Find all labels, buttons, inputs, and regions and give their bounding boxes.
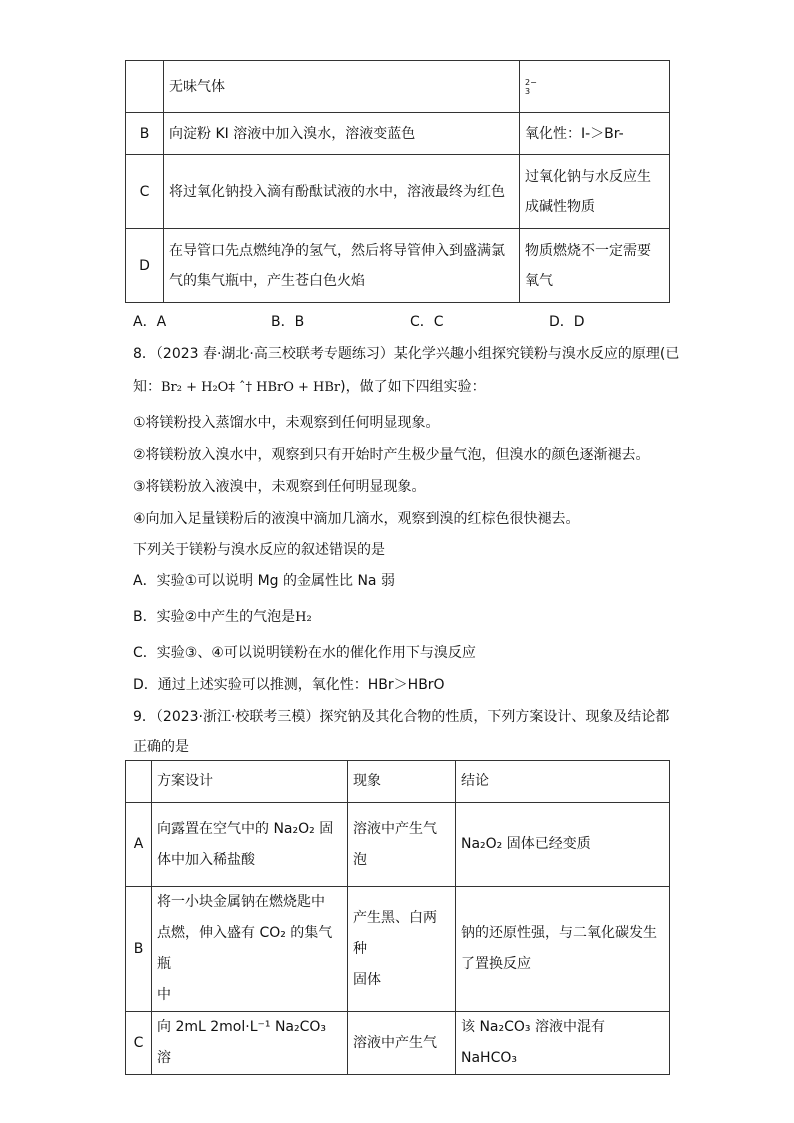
row-label: C xyxy=(126,155,164,229)
conclusion-line: 物质燃烧不一定需要 xyxy=(525,242,651,259)
table-row xyxy=(126,229,670,303)
row-design: 向 2mL 2mol·L⁻¹ Na₂CO₃ 溶 xyxy=(152,1012,348,1075)
design-line: 向露置在空气中的 Na₂O₂ 固 xyxy=(157,820,334,837)
row-label: D xyxy=(126,229,164,303)
row-text: 将过氧化钠投入滴有酚酞试液的水中，溶液最终为红色 xyxy=(164,155,520,229)
table-row xyxy=(126,61,670,113)
row-conclusion: Na₂O₂ 固体已经变质 xyxy=(456,803,670,887)
table-row xyxy=(126,803,670,887)
row-phenomenon xyxy=(348,803,456,887)
row-conclusion xyxy=(520,229,670,303)
ion-charge-fragment: 2− 3 xyxy=(525,77,537,96)
text-line: 气的集气瓶中，产生苍白色火焰 xyxy=(169,272,365,289)
row-design xyxy=(152,887,348,1012)
row-label: B xyxy=(126,113,164,155)
option-d: D．D xyxy=(549,314,585,330)
stem-prefix: 知： xyxy=(133,379,161,395)
table-row xyxy=(126,155,670,229)
phenomenon-line: 泡 xyxy=(353,851,367,868)
row-label: C xyxy=(126,1012,152,1075)
question-8-stem: 8．（2023 春·湖北·高三校联考专题练习）某化学兴趣小组探究镁粉与溴水反应的原理(已 xyxy=(133,346,680,362)
row-conclusion xyxy=(456,887,670,1012)
row-label: A xyxy=(126,803,152,887)
header-blank xyxy=(126,761,152,803)
text-line: 在导管口先点燃纯净的氢气，然后将导管伸入到盛满氯 xyxy=(169,242,505,259)
phenomenon-line: 产生黑、白两种 xyxy=(353,909,437,957)
question-9-table xyxy=(125,760,670,1075)
design-line: 中 xyxy=(157,987,171,1003)
table-row xyxy=(126,887,670,1012)
row-text xyxy=(164,229,520,303)
equilibrium-equation: Br₂ + H₂O‡ ˆ† HBrO + HBr xyxy=(161,380,341,395)
row-label xyxy=(126,61,164,113)
table-row xyxy=(126,1012,670,1075)
stem-suffix: )，做了如下四组实验： xyxy=(340,379,486,395)
row-label: B xyxy=(126,887,152,1012)
experiment-2: ②将镁粉放入溴水中，观察到只有开始时产生极少量气泡，但溴水的颜色逐渐褪去。 xyxy=(133,447,650,463)
question-8-stem-cont xyxy=(133,376,486,396)
option-b: B．B xyxy=(271,314,305,330)
header-conclusion: 结论 xyxy=(456,761,670,803)
question-9-stem: 9．（2023·浙江·校联考三模）探究钠及其化合物的性质，下列方案设计、现象及结论都 xyxy=(133,709,670,725)
question-9-stem-cont: 正确的是 xyxy=(133,739,189,755)
row-design xyxy=(152,803,348,887)
conclusion-line: 氧气 xyxy=(525,272,553,289)
q8-option-a: A．实验①可以说明 Mg 的金属性比 Na 弱 xyxy=(133,573,395,589)
experiment-1: ①将镁粉投入蒸馏水中，未观察到任何明显现象。 xyxy=(133,415,440,431)
option-a: A．A xyxy=(133,314,167,330)
row-conclusion: 该 Na₂CO₃ 溶液中混有 NaHCO₃ xyxy=(456,1012,670,1075)
option-text: B．实验②中产生的气泡是 xyxy=(133,609,296,625)
q8-option-b xyxy=(133,606,312,626)
design-line: 将一小块金属钠在燃烧匙中 xyxy=(157,894,325,910)
design-line: 体中加入稀盐酸 xyxy=(157,851,255,868)
conclusion-line: 成碱性物质 xyxy=(525,198,595,215)
conclusion-line: 钠的还原性强，与二氧化碳发生 xyxy=(461,925,657,941)
experiment-3: ③将镁粉放入液溴中，未观察到任何明显现象。 xyxy=(133,479,426,495)
design-line: 点燃，伸入盛有 CO₂ 的集气瓶 xyxy=(157,925,333,972)
table-header-row xyxy=(126,761,670,803)
header-design: 方案设计 xyxy=(152,761,348,803)
phenomenon-line: 固体 xyxy=(353,971,381,988)
hydrogen-formula: H₂ xyxy=(295,610,312,625)
row-conclusion xyxy=(520,61,670,113)
row-phenomenon xyxy=(348,887,456,1012)
row-phenomenon: 溶液中产生气 xyxy=(348,1012,456,1075)
conclusion-line: 了置换反应 xyxy=(461,956,531,972)
row-conclusion xyxy=(520,155,670,229)
phenomenon-line: 溶液中产生气 xyxy=(353,820,437,837)
conclusion-line: 过氧化钠与水反应生 xyxy=(525,168,651,185)
q8-option-d: D．通过上述实验可以推测，氧化性：HBr＞HBrO xyxy=(133,677,445,693)
option-c: C．C xyxy=(410,314,444,330)
experiment-4: ④向加入足量镁粉后的液溴中滴加几滴水，观察到溴的红棕色很快褪去。 xyxy=(133,511,580,527)
row-text: 无味气体 xyxy=(164,61,520,113)
row-text: 向淀粉 KI 溶液中加入溴水，溶液变蓝色 xyxy=(164,113,520,155)
question-7-table xyxy=(125,60,670,303)
question-8-prompt: 下列关于镁粉与溴水反应的叙述错误的是 xyxy=(133,542,385,558)
row-conclusion: 氧化性：I-＞Br- xyxy=(520,113,670,155)
q8-option-c: C．实验③、④可以说明镁粉在水的催化作用下与溴反应 xyxy=(133,645,476,661)
header-phenomenon: 现象 xyxy=(348,761,456,803)
table-row xyxy=(126,113,670,155)
